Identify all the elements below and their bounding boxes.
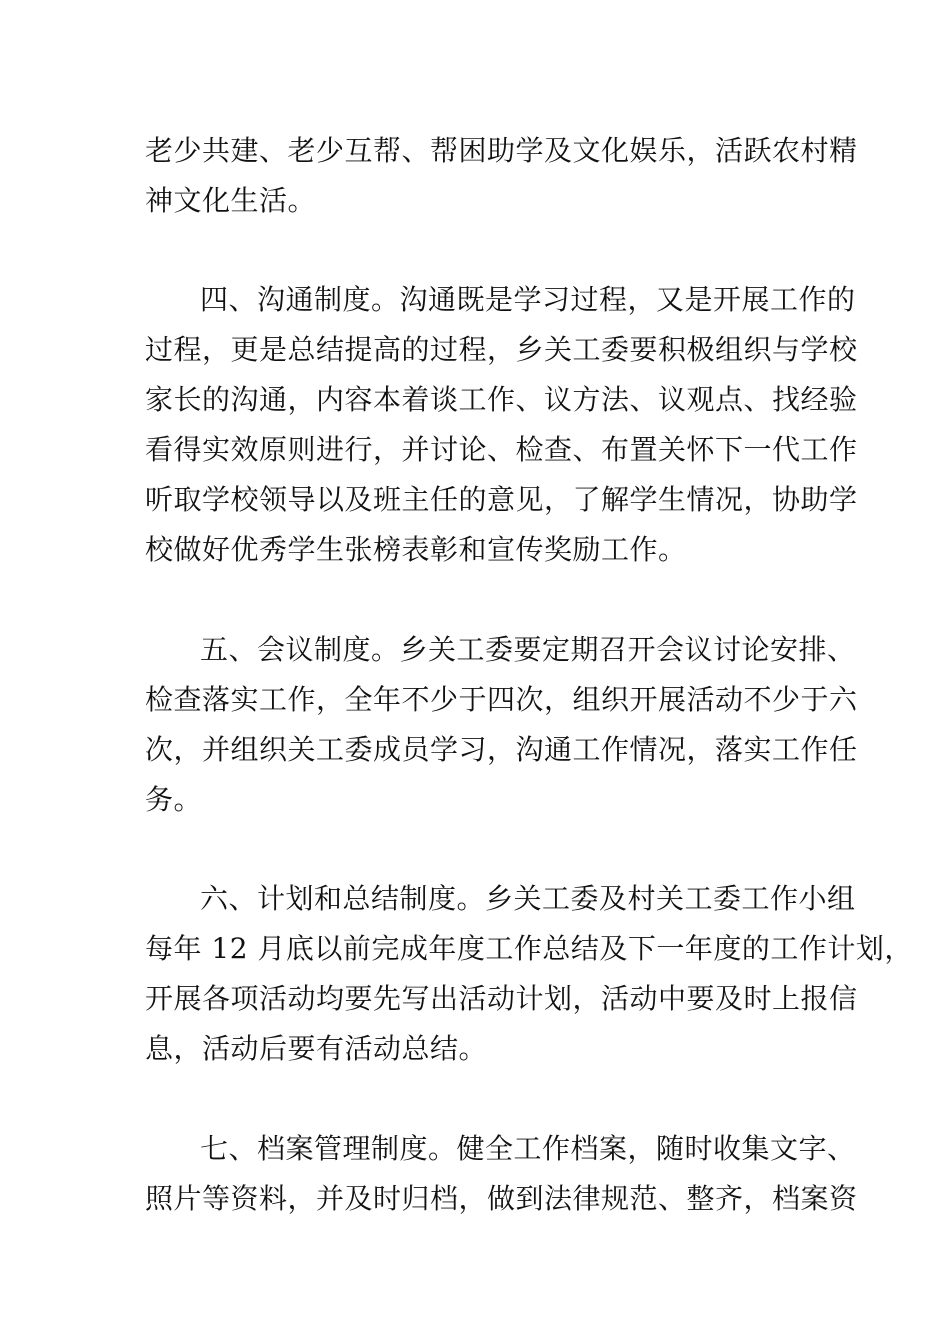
paragraph-3-line-1: 五、会议制度。乡关工委要定期召开会议讨论安排、	[200, 633, 856, 666]
paragraph-2-line-5: 听取学校领导以及班主任的意见，了解学生情况，协助学	[145, 483, 858, 516]
paragraph-4-line-2: 每年 12 月底以前完成年度工作总结及下一年度的工作计划，	[145, 932, 913, 965]
paragraph-4-line-3: 开展各项活动均要先写出活动计划，活动中要及时上报信	[145, 982, 858, 1015]
paragraph-2-line-4: 看得实效原则进行，并讨论、检查、布置关怀下一代工作	[145, 433, 858, 466]
paragraph-4-line-1: 六、计划和总结制度。乡关工委及村关工委工作小组	[200, 882, 856, 915]
paragraph-2-line-2: 过程，更是总结提高的过程，乡关工委要积极组织与学校	[145, 333, 858, 366]
paragraph-5-line-1: 七、档案管理制度。健全工作档案，随时收集文字、	[200, 1132, 856, 1165]
paragraph-1-line-2: 神文化生活。	[145, 184, 317, 217]
paragraph-3-line-2: 检查落实工作，全年不少于四次，组织开展活动不少于六	[145, 683, 858, 716]
paragraph-2-line-1: 四、沟通制度。沟通既是学习过程，又是开展工作的	[200, 283, 856, 316]
paragraph-2-line-6: 校做好优秀学生张榜表彰和宣传奖励工作。	[145, 533, 687, 566]
paragraph-3-line-3: 次，并组织关工委成员学习，沟通工作情况，落实工作任	[145, 733, 858, 766]
paragraph-5-line-2: 照片等资料，并及时归档，做到法律规范、整齐，档案资	[145, 1182, 858, 1215]
paragraph-2-line-3: 家长的沟通，内容本着谈工作、议方法、议观点、找经验	[145, 383, 858, 416]
paragraph-1-line-1: 老少共建、老少互帮、帮困助学及文化娱乐，活跃农村精	[145, 134, 858, 167]
paragraph-4-line-4: 息，活动后要有活动总结。	[145, 1032, 488, 1065]
paragraph-3-line-4: 务。	[145, 783, 203, 816]
